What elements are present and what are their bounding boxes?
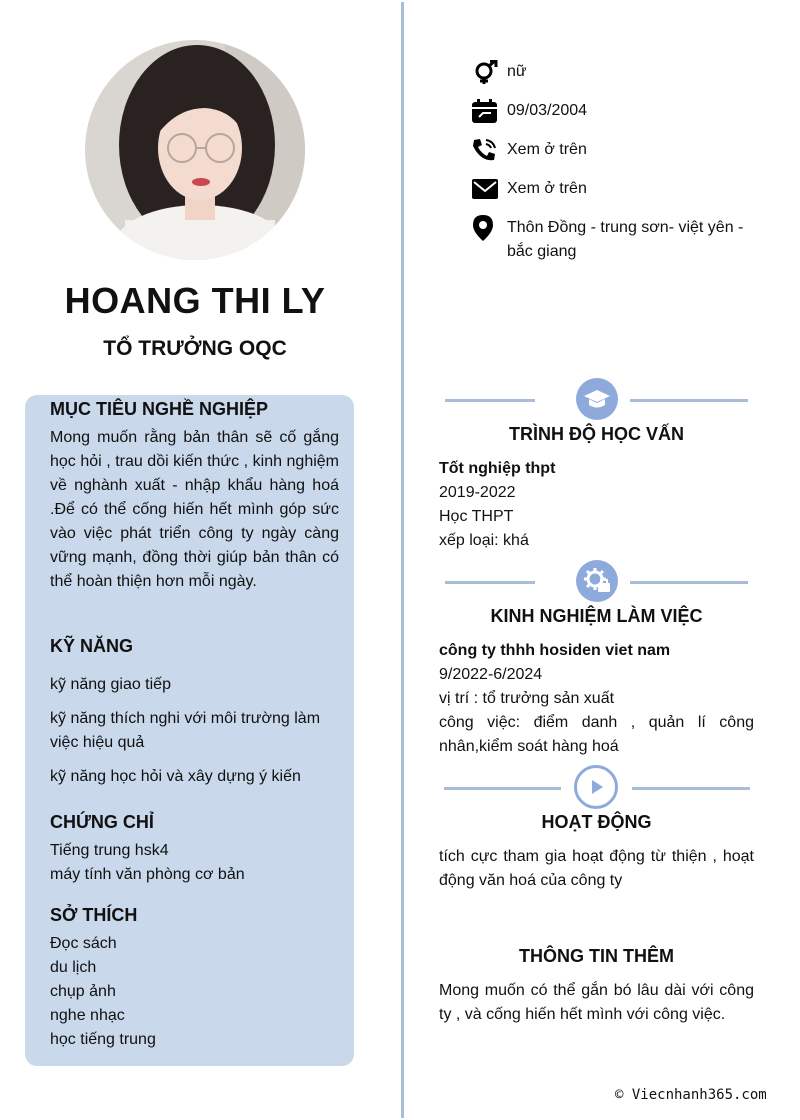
experience-company: công ty thhh hosiden viet nam <box>439 642 671 659</box>
education-major: Học THPT <box>439 508 514 525</box>
briefcase-gear-icon <box>576 560 618 602</box>
column-divider <box>401 2 404 1118</box>
experience-period: 9/2022-6/2024 <box>439 666 543 683</box>
dob-value: 09/03/2004 <box>507 102 588 119</box>
email-icon <box>471 177 499 201</box>
certificate-item: Tiếng trung hsk4 <box>50 842 169 859</box>
activities-heading: HOẠT ĐỘNG <box>541 812 652 832</box>
hobby-item: du lịch <box>50 959 97 976</box>
education-period: 2019-2022 <box>439 484 516 501</box>
hobby-item: nghe nhạc <box>50 1007 125 1024</box>
skill-item: kỹ năng thích nghi với môi trường làm việc hiệu quả <box>50 710 321 751</box>
objective-heading: MỤC TIÊU NGHỀ NGHIỆP <box>50 399 269 419</box>
skill-item: kỹ năng học hỏi và xây dựng ý kiến <box>50 768 301 785</box>
section-rule <box>630 399 748 402</box>
section-rule <box>632 787 750 790</box>
section-rule <box>630 581 748 584</box>
section-rule <box>445 399 535 402</box>
hobby-item: Đọc sách <box>50 935 117 952</box>
email-value: Xem ở trên <box>507 180 587 197</box>
hobby-item: chụp ảnh <box>50 983 116 1000</box>
dob-row <box>471 99 757 123</box>
hobby-item: học tiếng trung <box>50 1031 156 1048</box>
gender-value: nữ <box>507 63 527 80</box>
email-row <box>471 177 757 201</box>
skill-item: kỹ năng giao tiếp <box>50 676 171 693</box>
address-row <box>471 216 757 264</box>
education-grade: xếp loại: khá <box>439 532 529 549</box>
calendar-icon <box>471 99 499 123</box>
education-heading: TRÌNH ĐỘ HỌC VẤN <box>509 424 684 444</box>
activities-text: tích cực tham gia hoạt động từ thiện , hoạt động văn hoá của công ty <box>439 848 754 889</box>
certificates-heading: CHỨNG CHỈ <box>50 812 154 832</box>
education-school: Tốt nghiệp thpt <box>439 460 556 477</box>
location-pin-icon <box>471 216 499 240</box>
avatar <box>85 40 305 260</box>
gender-icon <box>471 60 499 84</box>
hobbies-heading: SỞ THÍCH <box>50 905 138 925</box>
phone-value: Xem ở trên <box>507 141 587 158</box>
experience-position: vị trí : tổ trưởng sản xuất <box>439 690 615 707</box>
skills-heading: KỸ NĂNG <box>50 636 134 656</box>
candidate-title: TỔ TRƯỞNG OQC <box>103 337 287 360</box>
certificate-item: máy tính văn phòng cơ bản <box>50 866 245 883</box>
phone-icon <box>471 138 499 162</box>
graduation-cap-icon <box>576 378 618 420</box>
candidate-name: HOANG THI LY <box>64 280 326 321</box>
section-rule <box>444 787 561 790</box>
experience-heading: KINH NGHIỆM LÀM VIỆC <box>490 606 703 626</box>
gender-row <box>471 60 757 84</box>
additional-heading: THÔNG TIN THÊM <box>519 946 674 966</box>
phone-row <box>471 138 757 162</box>
footer-watermark: © Viecnhanh365.com <box>615 1087 767 1103</box>
address-value: Thôn Đồng - trung sơn- việt yên - bắc giang <box>507 219 744 260</box>
additional-text: Mong muốn có thể gắn bó lâu dài với công ty , và cống hiến hết mình với công việc. <box>439 982 754 1023</box>
experience-duties: công việc: điểm danh , quản lí công nhân,kiểm soát hàng hoá <box>439 714 754 755</box>
section-rule <box>445 581 535 584</box>
play-icon <box>574 765 618 809</box>
objective-text: Mong muốn rằng bản thân sẽ cố gắng học hỏi , trau dồi kiến thức , kinh nghiệm về nghành xuất - nhập khẩu hàng hoá .Để có thể cống hiến hết mình góp sức vào việc phát triển công ty ngày càng vững mạnh, đồng thời giúp bản thân có thể hoàn thiện hơn mỗi ngày. <box>50 429 339 590</box>
